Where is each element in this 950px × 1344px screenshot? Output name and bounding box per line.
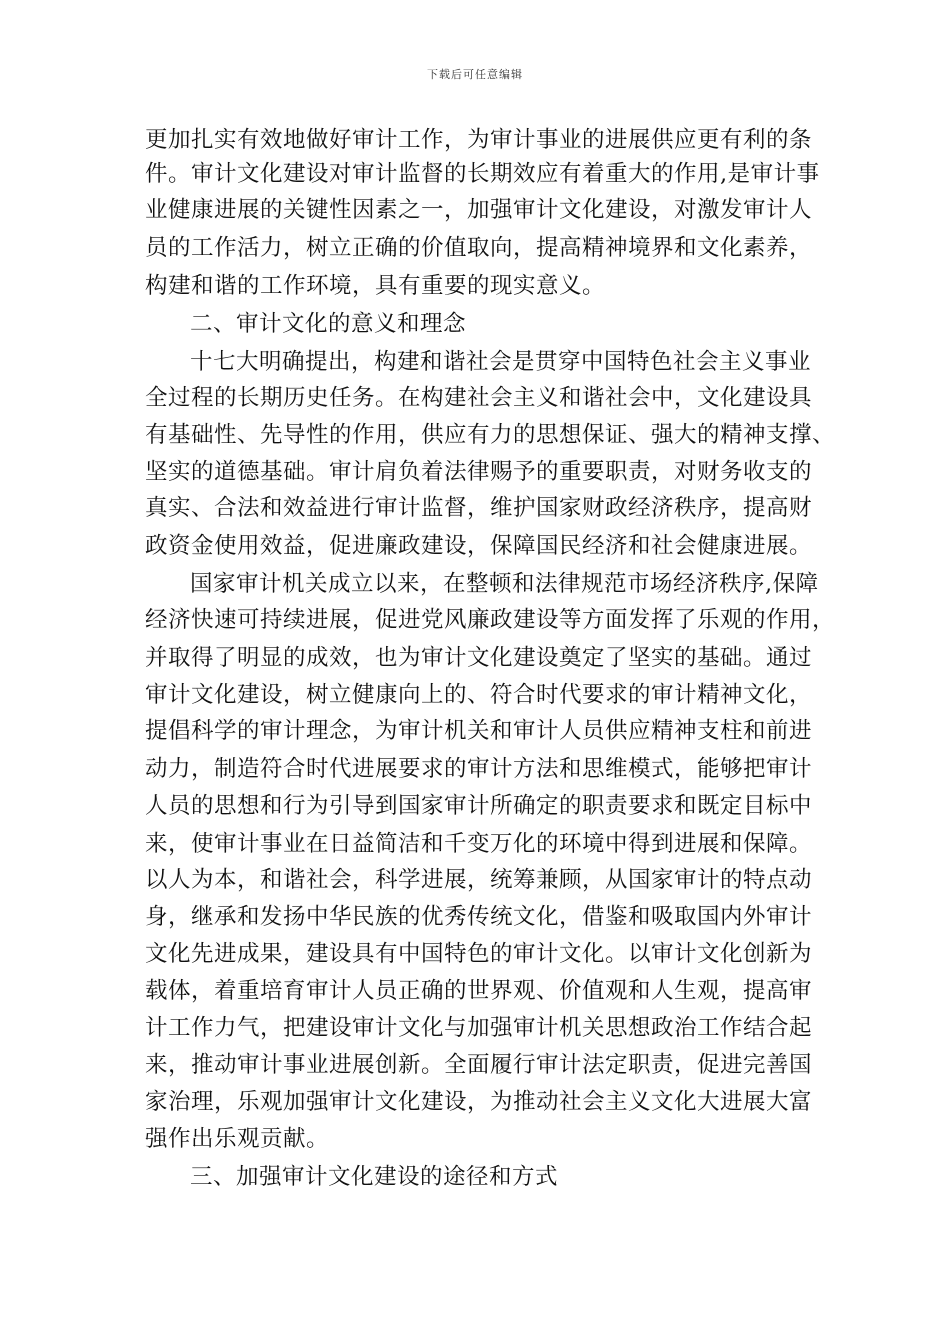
text-line: 国家审计机关成立以来，在整顿和法律规范市场经济秩序,保障 [190, 571, 819, 597]
text-line: 载体，着重培育审计人员正确的世界观、价值观和人生观，提高审 [145, 978, 813, 1004]
text-line: 业健康进展的关键性因素之一，加强审计文化建设，对激发审计人 [145, 197, 813, 223]
text-line: 以人为本，和谐社会，科学进展，统筹兼顾，从国家审计的特点动 [145, 867, 813, 893]
text-line: 件。审计文化建设对审计监督的长期效应有着重大的作用,是审计事 [145, 161, 820, 187]
text-line: 提倡科学的审计理念，为审计机关和审计人员供应精神支柱和前进 [145, 718, 813, 744]
section-heading: 三、加强审计文化建设的途径和方式 [190, 1164, 559, 1190]
text-line: 真实、合法和效益进行审计监督，维护国家财政经济秩序，提高财 [145, 495, 813, 521]
text-line: 员的工作活力，树立正确的价值取向，提高精神境界和文化素养， [145, 235, 813, 261]
text-line: 有基础性、先导性的作用，供应有力的思想保证、强大的精神支撑、 [145, 422, 836, 448]
text-line: 更加扎实有效地做好审计工作，为审计事业的进展供应更有利的条 [145, 127, 813, 153]
text-line: 来，推动审计事业进展创新。全面履行审计法定职责，促进完善国 [145, 1052, 813, 1078]
text-line: 全过程的长期历史任务。在构建社会主义和谐社会中，文化建设具 [145, 385, 813, 411]
text-line: 审计文化建设，树立健康向上的、符合时代要求的审计精神文化， [145, 682, 813, 708]
text-line: 来，使审计事业在日益简洁和千变万化的环境中得到进展和保障。 [145, 831, 813, 857]
text-line: 政资金使用效益，促进廉政建设，保障国民经济和社会健康进展。 [145, 533, 813, 559]
text-line: 构建和谐的工作环境，具有重要的现实意义。 [145, 273, 606, 299]
text-line: 计工作力气，把建设审计文化与加强审计机关思想政治工作结合起 [145, 1015, 813, 1041]
text-line: 动力，制造符合时代进展要求的审计方法和思维模式，能够把审计 [145, 756, 813, 782]
text-line: 坚实的道德基础。审计肩负着法律赐予的重要职责，对财务收支的 [145, 459, 813, 485]
header-note: 下载后可任意编辑 [427, 68, 523, 81]
text-line: 身，继承和发扬中华民族的优秀传统文化，借鉴和吸取国内外审计 [145, 904, 813, 930]
text-line: 并取得了明显的成效，也为审计文化建设奠定了坚实的基础。通过 [145, 645, 813, 671]
text-line: 十七大明确提出，构建和谐社会是贯穿中国特色社会主义事业 [190, 349, 812, 375]
text-line: 家治理，乐观加强审计文化建设，为推动社会主义文化大进展大富 [145, 1089, 813, 1115]
text-line: 文化先进成果，建设具有中国特色的审计文化。以审计文化创新为 [145, 941, 813, 967]
text-line: 人员的思想和行为引导到国家审计所确定的职责要求和既定目标中 [145, 793, 813, 819]
section-heading: 二、审计文化的意义和理念 [190, 311, 467, 337]
text-line: 经济快速可持续进展，促进党风廉政建设等方面发挥了乐观的作用， [145, 607, 836, 633]
text-line: 强作出乐观贡献。 [145, 1126, 330, 1152]
